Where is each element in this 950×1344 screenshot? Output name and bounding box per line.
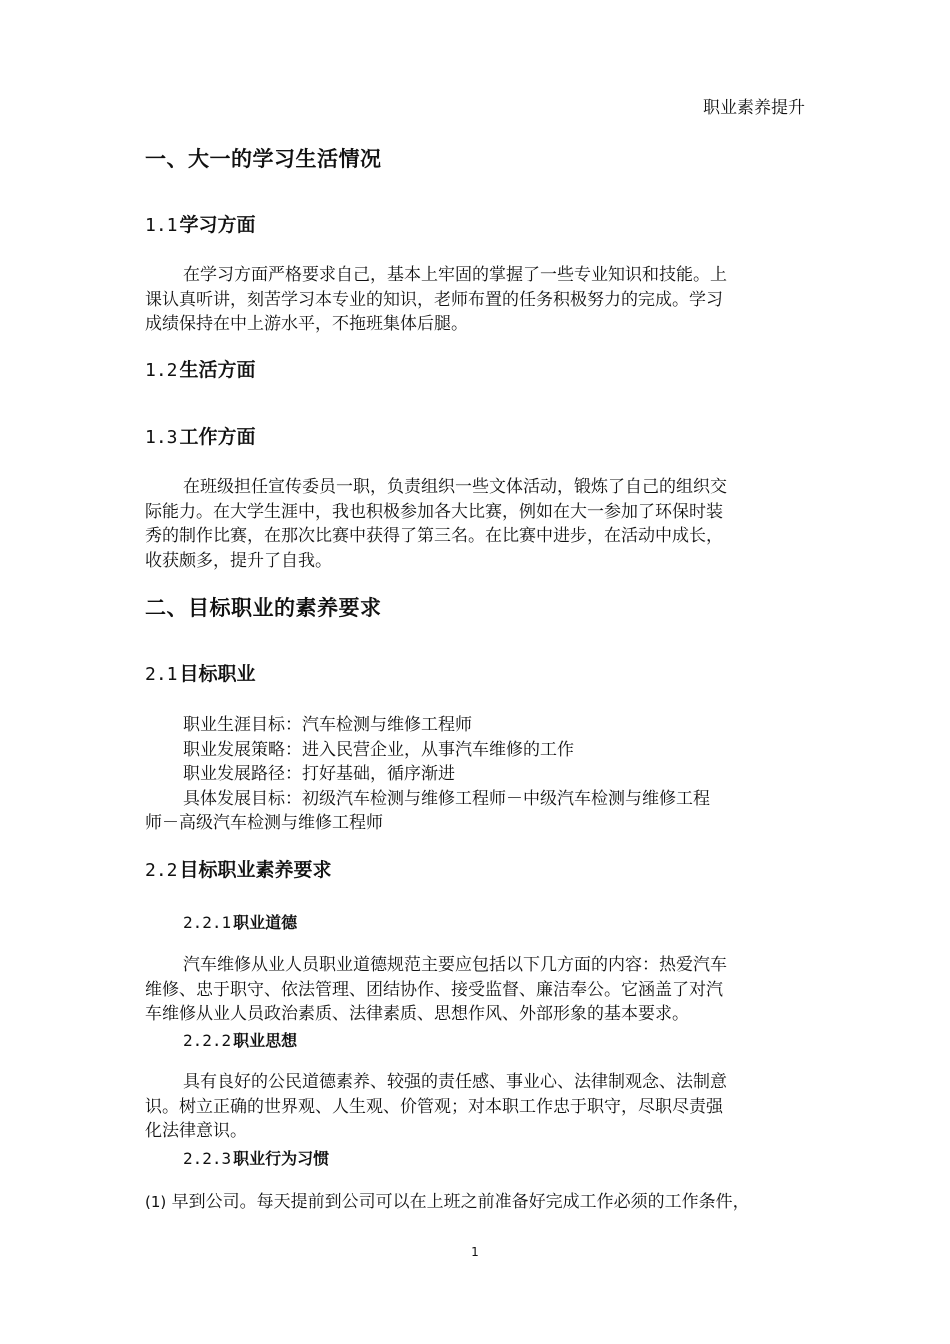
heading-text: 生活方面: [179, 359, 256, 381]
subsubsection-heading-2-2-1: [183, 910, 297, 933]
subsection-heading-2-2: [145, 855, 332, 882]
paragraph-study: [145, 263, 805, 337]
section-heading-1: 一、大一的学习生活情况: [145, 147, 382, 171]
paragraph-target-career: [145, 713, 805, 836]
text-line: 秀的制作比赛，在那次比赛中获得了第三名。在比赛中进步，在活动中成长，: [145, 526, 723, 546]
heading-text: 目标职业素养要求: [179, 859, 332, 881]
text-line: 汽车维修从业人员职业道德规范主要应包括以下几方面的内容：热爱汽车: [183, 955, 727, 975]
text-line: 在班级担任宣传委员一职，负责组织一些文体活动，锻炼了自己的组织交: [183, 477, 727, 497]
subsubsection-heading-2-2-2: [183, 1028, 297, 1051]
subsection-heading-1-3: [145, 422, 256, 449]
subsubsection-heading-2-2-3: [183, 1146, 329, 1169]
text-line: 在学习方面严格要求自己，基本上牢固的掌握了一些专业知识和技能。上: [183, 265, 727, 285]
text-line: 职业生涯目标：汽车检测与维修工程师: [183, 715, 472, 735]
subsection-heading-1-1: [145, 210, 256, 237]
paragraph-ethics: [145, 953, 805, 1027]
heading-text: 职业行为习惯: [233, 1149, 330, 1168]
text-line: 具有良好的公民道德素养、较强的责任感、事业心、法律制观念、法制意: [183, 1072, 727, 1092]
heading-number: 2.2.2: [183, 1031, 232, 1050]
heading-number: 2.1: [145, 664, 178, 685]
heading-number: 1.2: [145, 360, 178, 381]
text-line: 师－高级汽车检测与维修工程师: [145, 813, 383, 833]
heading-text: 工作方面: [179, 426, 256, 448]
heading-number: 2.2.3: [183, 1149, 232, 1168]
page-number: 1: [471, 1245, 479, 1259]
subsection-heading-2-1: [145, 659, 256, 686]
list-item-1: [145, 1190, 805, 1215]
list-item-text: 早到公司。每天提前到公司可以在上班之前准备好完成工作必须的工作条件，: [171, 1192, 750, 1212]
page-header: 职业素养提升: [703, 98, 805, 118]
heading-text: 职业思想: [233, 1031, 298, 1050]
section-heading-2: 二、目标职业的素养要求: [145, 596, 382, 620]
text-line: 职业发展路径：打好基础，循序渐进: [183, 764, 455, 784]
text-line: 际能力。在大学生涯中，我也积极参加各大比赛，例如在大一参加了环保时装: [145, 501, 723, 522]
heading-text: 学习方面: [179, 214, 256, 236]
heading-number: 2.2.1: [183, 913, 232, 932]
text-line: 成绩保持在中上游水平，不拖班集体后腿。: [145, 314, 468, 334]
text-line: [145, 1190, 805, 1215]
text-line: 化法律意识。: [145, 1121, 247, 1141]
list-item-number: (1): [145, 1193, 167, 1211]
text-line: 职业发展策略：进入民营企业，从事汽车维修的工作: [183, 739, 574, 760]
text-line: 车维修从业人员政治素质、法律素质、思想作风、外部形象的基本要求。: [145, 1004, 689, 1024]
heading-number: 2.2: [145, 860, 178, 881]
subsection-heading-1-2: [145, 355, 256, 382]
text-line: 课认真听讲，刻苦学习本专业的知识，老师布置的任务积极努力的完成。学习: [145, 289, 723, 310]
text-line: 识。树立正确的世界观、人生观、价管观；对本职工作忠于职守，尽职尽责强: [145, 1096, 723, 1117]
heading-text: 职业道德: [233, 913, 298, 932]
heading-number: 1.1: [145, 215, 178, 236]
heading-text: 目标职业: [179, 663, 256, 685]
text-line: 具体发展目标：初级汽车检测与维修工程师－中级汽车检测与维修工程: [183, 788, 710, 809]
text-line: 维修、忠于职守、依法管理、团结协作、接受监督、廉洁奉公。它涵盖了对汽: [145, 979, 723, 1000]
paragraph-work: [145, 475, 805, 573]
paragraph-thought: [145, 1070, 805, 1144]
heading-number: 1.3: [145, 427, 178, 448]
text-line: 收获颇多，提升了自我。: [145, 550, 332, 571]
